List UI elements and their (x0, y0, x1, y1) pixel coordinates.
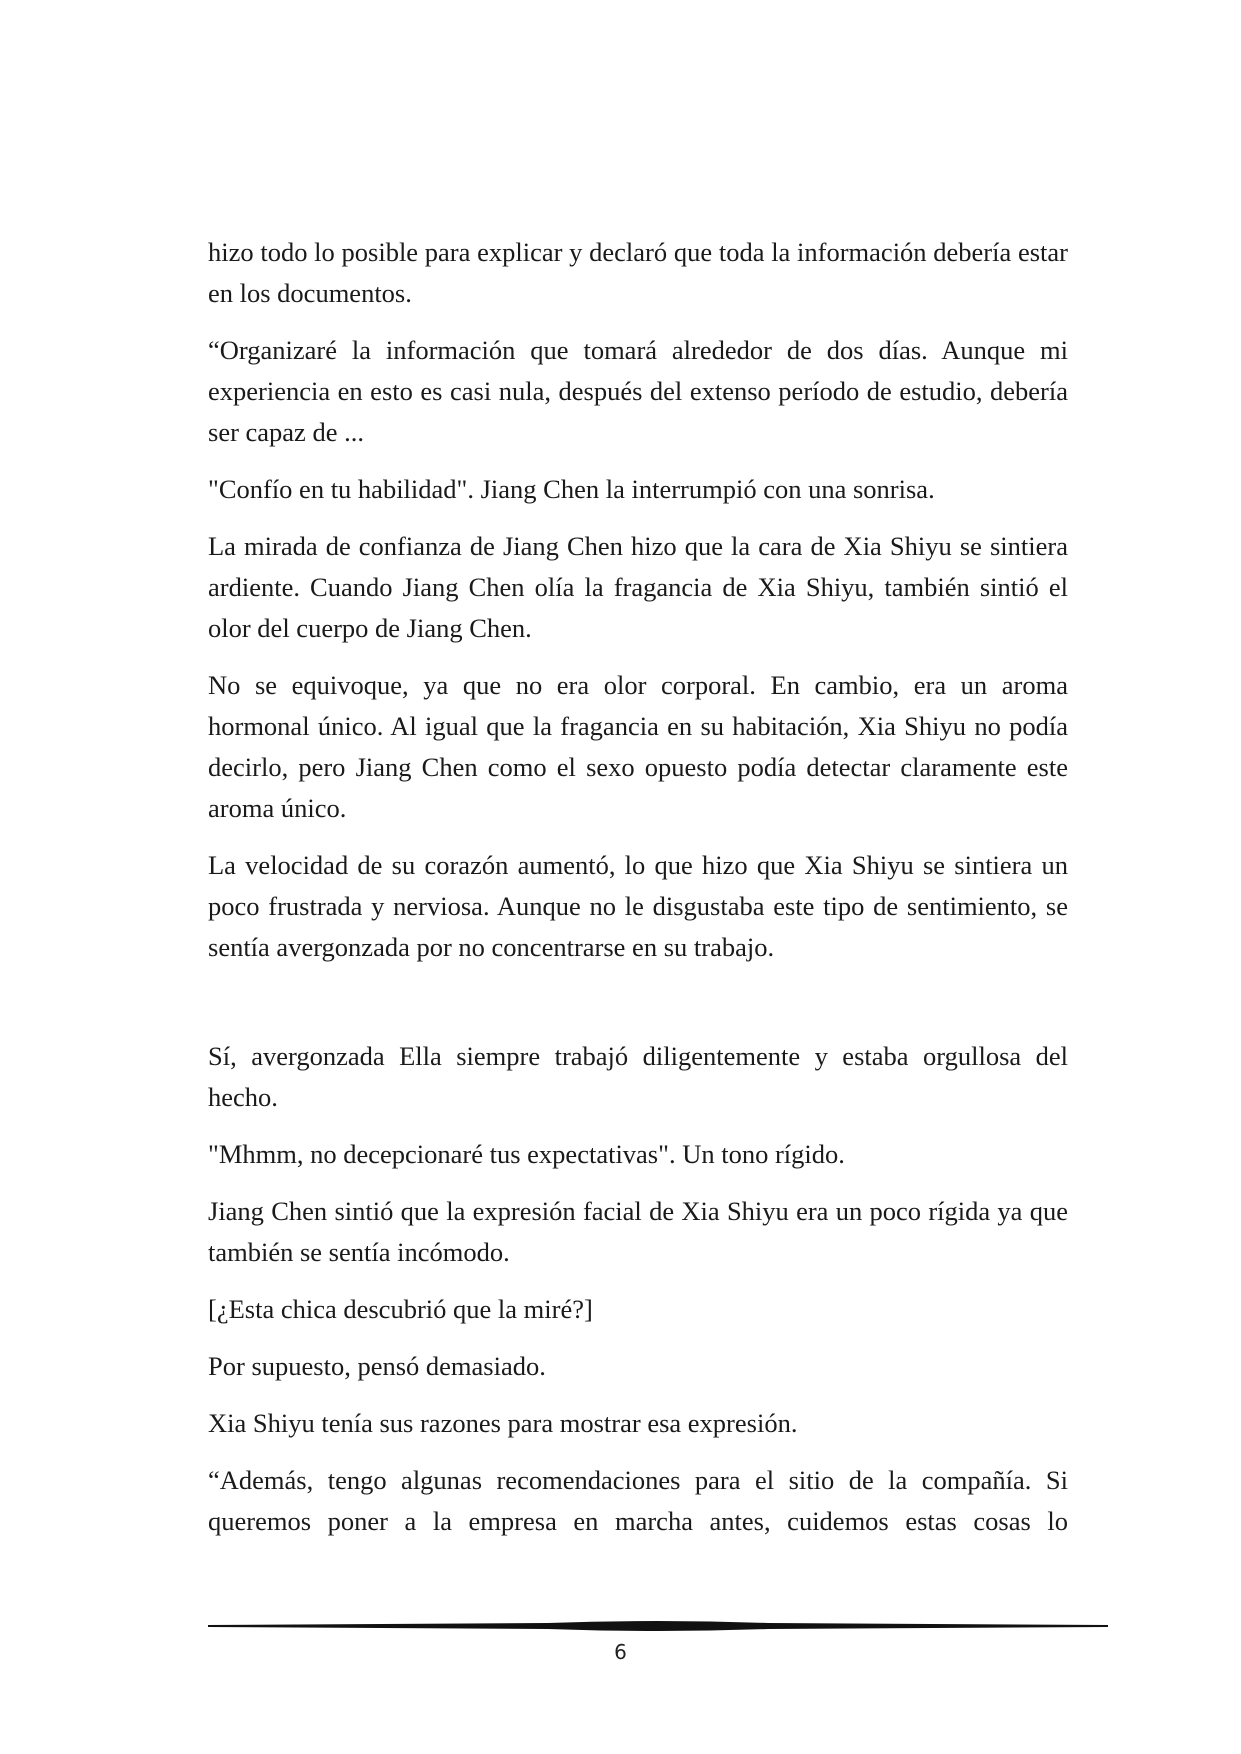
paragraph: Jiang Chen sintió que la expresión facial de Xia Shiyu era un poco rígida ya que también se sentía incómodo. (208, 1196, 1068, 1267)
paragraph: "Confío en tu habilidad". Jiang Chen la interrumpió con una sonrisa. (208, 474, 935, 504)
footer-divider (208, 1620, 1108, 1632)
paragraph: Xia Shiyu tenía sus razones para mostrar esa expresión. (208, 1408, 798, 1438)
page-body (208, 232, 1068, 1558)
section-break (208, 984, 1068, 1036)
paragraph: Por supuesto, pensó demasiado. (208, 1351, 546, 1381)
paragraph: [¿Esta chica descubrió que la miré?] (208, 1294, 593, 1324)
paragraph: "Mhmm, no decepcionaré tus expectativas". Un tono rígido. (208, 1139, 845, 1169)
paragraph: Sí, avergonzada Ella siempre trabajó diligentemente y estaba orgullosa del hecho. (208, 1041, 1068, 1112)
paragraph: No se equivoque, ya que no era olor corporal. En cambio, era un aroma hormonal único. Al igual que la fragancia en su habitación, Xia Shiyu no podía decirlo, pero Jiang Chen como el sexo opuesto podía detectar claramente este aroma único. (208, 670, 1068, 823)
paragraph: “Organizaré la información que tomará alrededor de dos días. Aunque mi experiencia en esto es casi nula, después del extenso período de estudio, debería ser capaz de ... (208, 335, 1068, 447)
paragraph: “Además, tengo algunas recomendaciones para el sitio de la compañía. Si queremos poner a la empresa en marcha antes, cuidemos estas cosas lo (208, 1465, 1068, 1536)
paragraph: La velocidad de su corazón aumentó, lo que hizo que Xia Shiyu se sintiera un poco frustrada y nerviosa. Aunque no le disgustaba este tipo de sentimiento, se sentía avergonzada por no concentrarse en su trabajo. (208, 850, 1068, 962)
paragraph: La mirada de confianza de Jiang Chen hizo que la cara de Xia Shiyu se sintiera ardiente. Cuando Jiang Chen olía la fragancia de Xia Shiyu, también sintió el olor del cuerpo de Jiang Chen. (208, 531, 1068, 643)
paragraph: hizo todo lo posible para explicar y declaró que toda la información debería estar en los documentos. (208, 237, 1068, 308)
page-number: 6 (614, 1640, 627, 1664)
